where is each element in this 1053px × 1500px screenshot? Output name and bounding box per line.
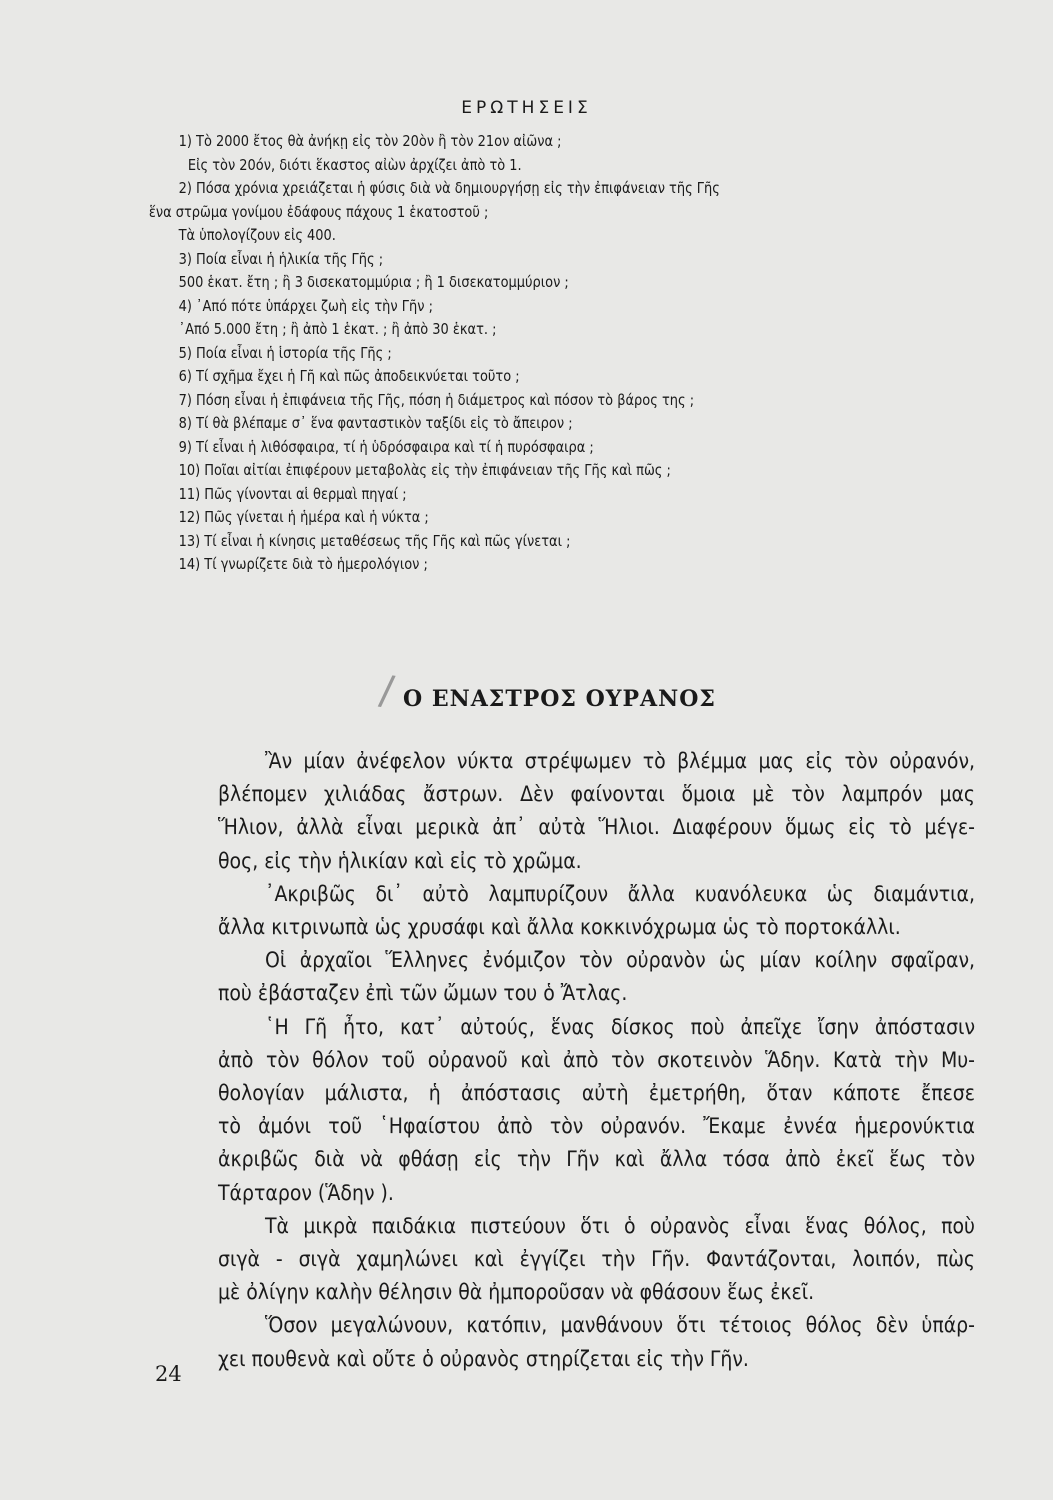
text-line: Ἂν μίαν ἀνέφελον νύκτα στρέψωμεν τὸ βλέμμα μας εἰς τὸν οὐρανόν, xyxy=(265,749,975,773)
text-line: θος, εἰς τὴν ἡλικίαν καὶ εἰς τὸ χρῶμα. xyxy=(218,848,582,873)
text-line: σιγὰ - σιγὰ χαμηλώνει καὶ ἐγγίζει τὴν Γῆν. Φαντάζονται, λοιπόν, πὼς xyxy=(218,1247,975,1272)
pencil-mark: / xyxy=(376,667,397,715)
text-line: ἄλλα κιτρινωπὰ ὡς χρυσάφι καὶ ἄλλα κοκκινόχρωμα ὡς τὸ πορτοκάλλι. xyxy=(218,915,901,940)
text-line: χει πουθενὰ καὶ οὔτε ὁ οὐρανὸς στηρίζεται εἰς τὴν Γῆν. xyxy=(218,1346,749,1371)
question-line: 1) Τὸ 2000 ἔτος θὰ ἀνήκῃ εἰς τὸν 20ὸν ἢ τὸν 21ον αἰῶνα ; xyxy=(178,132,562,150)
paragraph xyxy=(218,1309,975,1375)
text-line: ἀκριβῶς διὰ νὰ φθάσῃ εἰς τὴν Γῆν καὶ ἄλλα τόσα ἀπὸ ἐκεῖ ἕως τὸν xyxy=(218,1147,975,1172)
text-line: βλέπομεν χιλιάδας ἄστρων. Δὲν φαίνονται ὅμοια μὲ τὸν λαμπρόν μας xyxy=(218,782,975,807)
text-line: μὲ ὀλίγην καλὴν θέλησιν θὰ ἠμποροῦσαν νὰ φθάσουν ἕως ἐκεῖ. xyxy=(218,1280,815,1305)
text-line: ᾿Ακριβῶς δι᾿ αὐτὸ λαμπυρίζουν ἄλλα κυανόλευκα ὡς διαμάντια, xyxy=(265,881,975,906)
question-line: ᾿Από 5.000 ἔτη ; ἢ ἀπὸ 1 ἑκατ. ; ἢ ἀπὸ 30 ἑκατ. ; xyxy=(178,320,497,338)
paragraph xyxy=(218,1011,975,1210)
question-line: ἕνα στρῶμα γονίμου ἐδάφους πάχους 1 ἑκατοστοῦ ; xyxy=(148,202,489,221)
question-line: 6) Τί σχῆμα ἔχει ἡ Γῆ καὶ πῶς ἀποδεικνύεται τοῦτο ; xyxy=(178,367,520,385)
paragraph xyxy=(218,878,975,944)
text-line: Ὅσον μεγαλώνουν, κατόπιν, μανθάνουν ὅτι τέτοιος θόλος δὲν ὑπάρ- xyxy=(265,1313,975,1338)
paragraph xyxy=(218,745,975,878)
text-line: Ἥλιον, ἀλλὰ εἶναι μερικὰ ἀπ᾿ αὐτὰ Ἥλιοι. Διαφέρουν ὅμως εἰς τὸ μέγε- xyxy=(218,815,975,840)
text-line: Τάρταρον (Ἅδην ). xyxy=(218,1180,394,1205)
question-line: 11) Πῶς γίνονται αἱ θερμαὶ πηγαί ; xyxy=(178,484,407,503)
paragraph xyxy=(218,1210,975,1310)
question-line: 500 ἑκατ. ἔτη ; ἢ 3 δισεκατομμύρια ; ἢ 1 δισεκατομμύριον ; xyxy=(178,273,569,291)
question-line: 13) Τί εἶναι ἡ κίνησις μεταθέσεως τῆς Γῆς καὶ πῶς γίνεται ; xyxy=(178,531,571,550)
text-line: ἀπὸ τὸν θόλον τοῦ οὐρανοῦ καὶ ἀπὸ τὸν σκοτεινὸν Ἅδην. Κατὰ τὴν Μυ- xyxy=(218,1047,975,1072)
text-line: Τὰ μικρὰ παιδάκια πιστεύουν ὅτι ὁ οὐρανὸς εἶναι ἕνας θόλος, ποὺ xyxy=(265,1213,975,1238)
question-line: 8) Τί θὰ βλέπαμε σ᾿ ἕνα φανταστικὸν ταξίδι εἰς τὸ ἄπειρον ; xyxy=(178,414,573,432)
text-line: θολογίαν μάλιστα, ἡ ἀπόστασις αὐτὴ ἐμετρήθη, ὅταν κάποτε ἔπεσε xyxy=(218,1081,975,1106)
text-line: Οἱ ἀρχαῖοι Ἕλληνες ἐνόμιζον τὸν οὐρανὸν ὡς μίαν κοίλην σφαῖραν, xyxy=(265,948,975,973)
question-line: 7) Πόση εἶναι ἡ ἐπιφάνεια τῆς Γῆς, πόση ἡ διάμετρος καὶ πόσον τὸ βάρος της ; xyxy=(178,390,695,409)
questions-list xyxy=(148,130,923,577)
question-line: 4) ᾿Από πότε ὑπάρχει ζωὴ εἰς τὴν Γῆν ; xyxy=(178,296,433,315)
paragraph xyxy=(218,944,975,1010)
text-line: ῾Η Γῆ ἦτο, κατ᾿ αὐτούς, ἕνας δίσκος ποὺ ἀπεῖχε ἴσην ἀπόστασιν xyxy=(265,1014,975,1039)
questions-heading: ΕΡΩΤΗΣΕΙΣ xyxy=(461,98,592,118)
page-number: 24 xyxy=(155,1362,182,1386)
question-line: 3) Ποία εἶναι ἡ ἡλικία τῆς Γῆς ; xyxy=(178,249,384,268)
question-line: Εἰς τὸν 20όν, διότι ἕκαστος αἰὼν ἀρχίζει ἀπὸ τὸ 1. xyxy=(187,155,522,174)
question-line: 10) Ποῖαι αἰτίαι ἐπιφέρουν μεταβολὰς εἰς τὴν ἐπιφάνειαν τῆς Γῆς καὶ πῶς ; xyxy=(178,461,671,479)
question-line: 2) Πόσα χρόνια χρειάζεται ἡ φύσις διὰ νὰ δημιουργήσῃ εἰς τὴν ἐπιφάνειαν τῆς Γῆς xyxy=(178,179,720,197)
question-line: 5) Ποία εἶναι ἡ ἱστορία τῆς Γῆς ; xyxy=(178,343,392,362)
section-title: Ο ΕΝΑΣΤΡΟΣ ΟΥΡΑΝΟΣ xyxy=(403,686,716,712)
text-line: τὸ ἀμόνι τοῦ ῾Ηφαίστου ἀπὸ τὸν οὐρανόν. Ἔκαμε ἐννέα ἡμερονύκτια xyxy=(218,1114,975,1139)
section-body xyxy=(218,745,975,1376)
question-line: Τὰ ὑπολογίζουν εἰς 400. xyxy=(178,226,336,244)
question-line: 9) Τί εἶναι ἡ λιθόσφαιρα, τί ἡ ὑδρόσφαιρα καὶ τί ἡ πυρόσφαιρα ; xyxy=(178,437,594,456)
question-line: 14) Τί γνωρίζετε διὰ τὸ ἡμερολόγιον ; xyxy=(178,555,428,573)
question-line: 12) Πῶς γίνεται ἡ ἡμέρα καὶ ἡ νύκτα ; xyxy=(178,508,429,526)
text-line: ποὺ ἐβάσταζεν ἐπὶ τῶν ὤμων του ὁ Ἄτλας. xyxy=(218,981,628,1006)
